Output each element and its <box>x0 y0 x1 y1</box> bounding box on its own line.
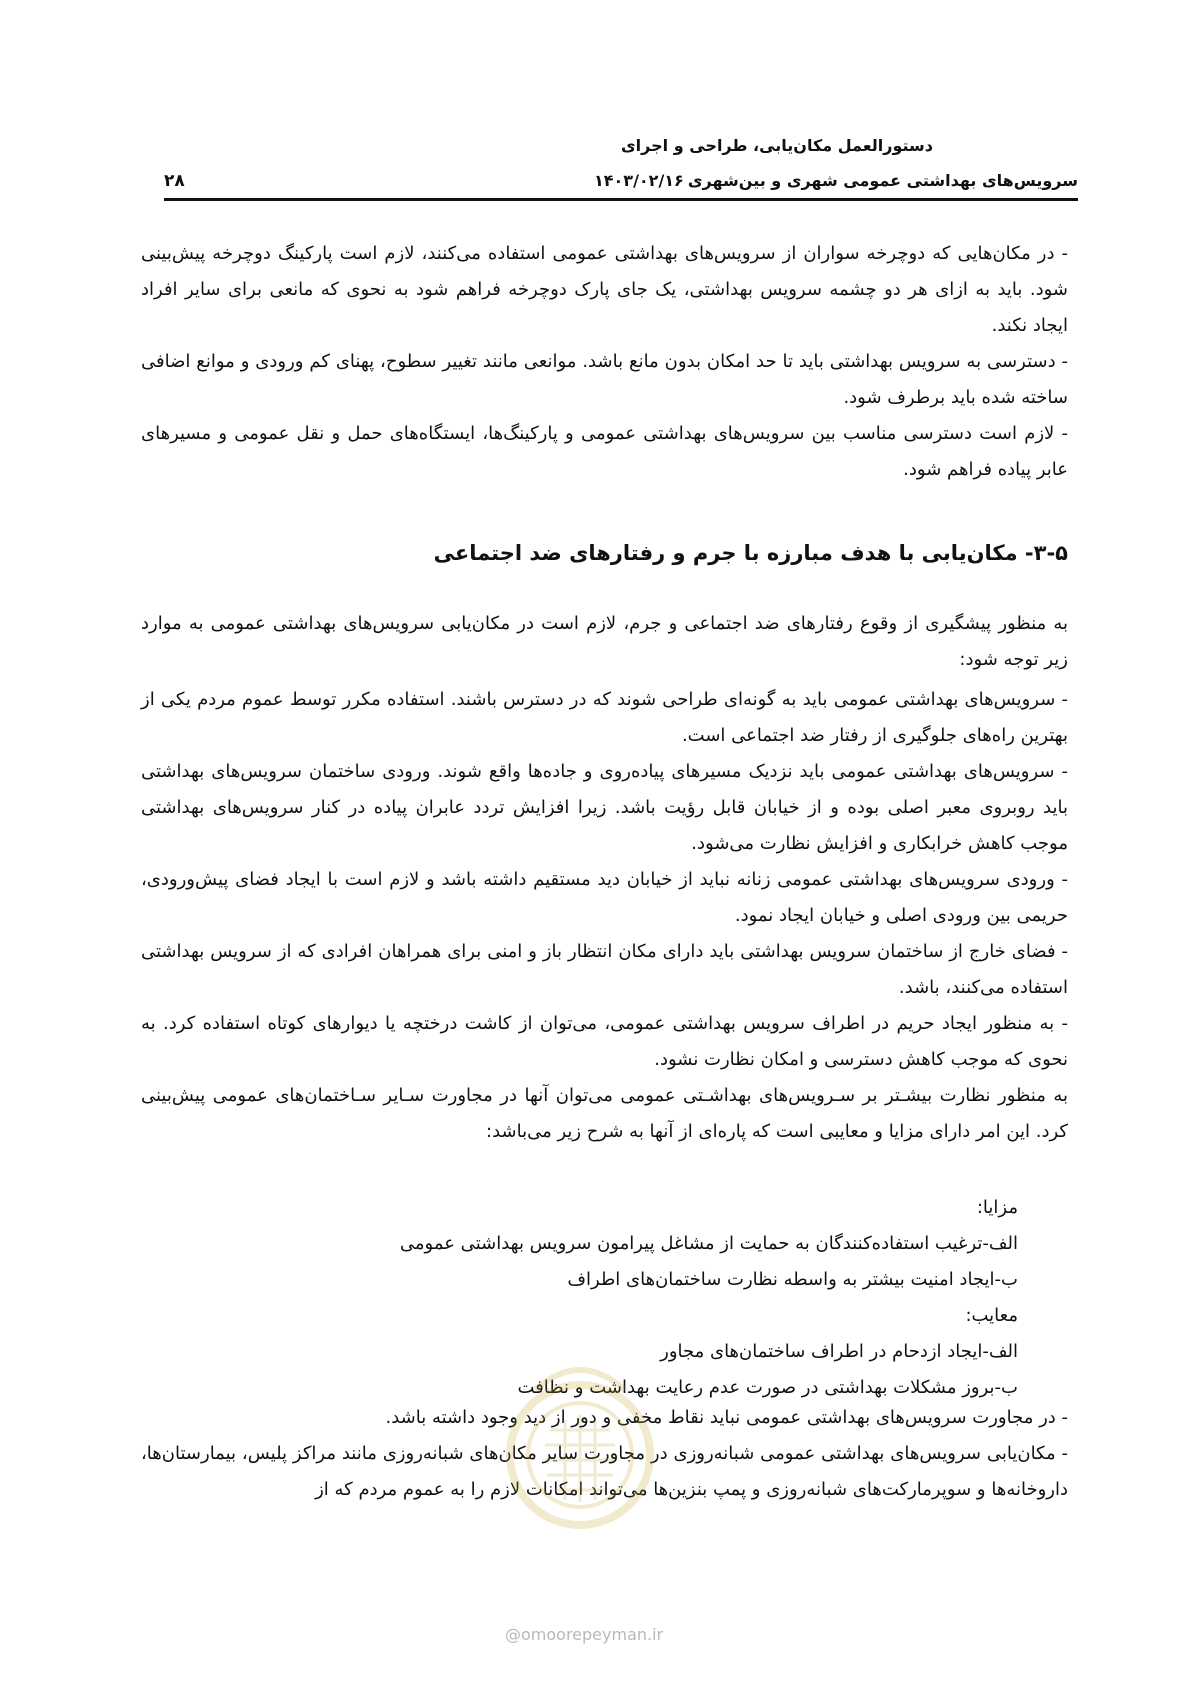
closing-list <box>141 1400 1068 1508</box>
list-item: - به منظور ایجاد حریم در اطراف سرویس بهداشتی عمومی، می‌توان از کاشت درختچه یا دیوارهای کوتاه استفاده کرد. به نحوی که موجب کاهش دسترسی و امکان نظارت نشود. <box>141 1013 1068 1070</box>
list-item: - سرویس‌های بهداشتی عمومی باید نزدیک مسیرهای پیاده‌روی و جاده‌ها واقع شوند. ورودی ساختمان سرویس‌های بهداشتی باید روبروی معبر اصلی بوده و از خیابان قابل رؤیت باشد. زیرا افزایش تردد عابران پیاده در کنار سرویس‌های بهداشتی موجب کاهش خرابکاری و افزایش نظارت می‌شود. <box>141 761 1068 854</box>
header-divider <box>164 198 1078 201</box>
header-title-line2: سرویس‌های بهداشتی عمومی شهری و بین‌شهری <box>687 171 1078 190</box>
header-date: ۱۴۰۳/۰۲/۱۶ <box>594 171 684 190</box>
advantages-label: مزایا: <box>976 1197 1018 1218</box>
disadvantages-label: معایب: <box>965 1305 1018 1326</box>
list-item: - لازم است دسترسی مناسب بین سرویس‌های بهداشتی عمومی و پارکینگ‌ها، ایستگاه‌های حمل و نقل عمومی و مسیرهای عابر پیاده فراهم شود. <box>141 423 1068 480</box>
advantage-item: ب-ایجاد امنیت بیشتر به واسطه نظارت ساختمان‌های اطراف <box>567 1269 1018 1290</box>
list-item: - سرویس‌های بهداشتی عمومی باید به گونه‌ای طراحی شوند که در دسترس باشند. استفاده مکرر توسط عموم مردم یکی از بهترین راه‌های جلوگیری از رفتار ضد اجتماعی است. <box>141 689 1068 746</box>
watermark-text: @omoorepeyman.ir <box>505 1625 664 1644</box>
list-item: - ورودی سرویس‌های بهداشتی عمومی زنانه نباید از خیابان دید مستقیم داشته باشد و لازم است با ایجاد فضای پیش‌ورودی، حریمی بین ورودی اصلی و خیابان ایجاد نمود. <box>141 869 1068 926</box>
disadvantage-item: ب-بروز مشکلات بهداشتی در صورت عدم رعایت بهداشت و نظافت <box>517 1377 1018 1398</box>
section-body <box>141 606 1068 1150</box>
page-number: ۲۸ <box>164 171 185 191</box>
disadvantage-item: الف-ایجاد ازدحام در اطراف ساختمان‌های مجاور <box>660 1341 1018 1362</box>
adjacency-paragraph: به منظور نظارت بیشـتر بر سـرویس‌های بهداشـتی عمومی می‌توان آنها در مجاورت سـایر سـاختمان‌های عمومی پیش‌بینی کرد. این امر دارای مزایا و معایبی است که پاره‌ای از آنها به شرح زیر می‌باشد: <box>141 1085 1068 1142</box>
section-heading: ۳-۵- مکان‌یابی با هدف مبارزه با جرم و رفتارهای ضد اجتماعی <box>433 541 1068 565</box>
header-title-line1: دستورالعمل مکان‌یابی، طراحی و اجرای <box>621 136 933 155</box>
list-item: - فضای خارج از ساختمان سرویس بهداشتی باید دارای مکان انتظار باز و امنی برای همراهان افرادی که از سرویس بهداشتی استفاده می‌کنند، باشد. <box>141 941 1068 998</box>
pros-cons-list <box>141 1190 1068 1406</box>
list-item: - مکان‌یابی سرویس‌های بهداشتی عمومی شبانه‌روزی در مجاورت سایر مکان‌های شبانه‌روزی مانند مراکز پلیس، بیمارستان‌ها، داروخانه‌ها و سوپرمارکت‌های شبانه‌روزی و پمپ بنزین‌ها می‌تواند امکانات لازم را به عموم مردم که از <box>141 1443 1068 1500</box>
list-item: - در مجاورت سرویس‌های بهداشتی عمومی نباید نقاط مخفی و دور از دید وجود داشته باشد. <box>385 1407 1068 1428</box>
intro-list <box>141 236 1068 488</box>
page-header <box>164 136 1078 198</box>
list-item: - در مکان‌هایی که دوچرخه سواران از سرویس‌های بهداشتی عمومی استفاده می‌کنند، لازم است پارکینگ دوچرخه پیش‌بینی شود. باید به ازای هر دو چشمه سرویس بهداشتی، یک جای پارک دوچرخه فراهم شود به نحوی که مانعی برای سایر افراد ایجاد نکند. <box>141 243 1068 336</box>
advantage-item: الف-ترغیب استفاده‌کنندگان به حمایت از مشاغل پیرامون سرویس بهداشتی عمومی <box>399 1233 1018 1254</box>
section-intro: به منظور پیشگیری از وقوع رفتارهای ضد اجتماعی و جرم، لازم است در مکان‌یابی سرویس‌های بهداشتی عمومی به موارد زیر توجه شود: <box>141 613 1068 670</box>
list-item: - دسترسی به سرویس بهداشتی باید تا حد امکان بدون مانع باشد. موانعی مانند تغییر سطوح، پهنای کم ورودی و موانع اضافی ساخته شده باید برطرف شود. <box>141 351 1068 408</box>
